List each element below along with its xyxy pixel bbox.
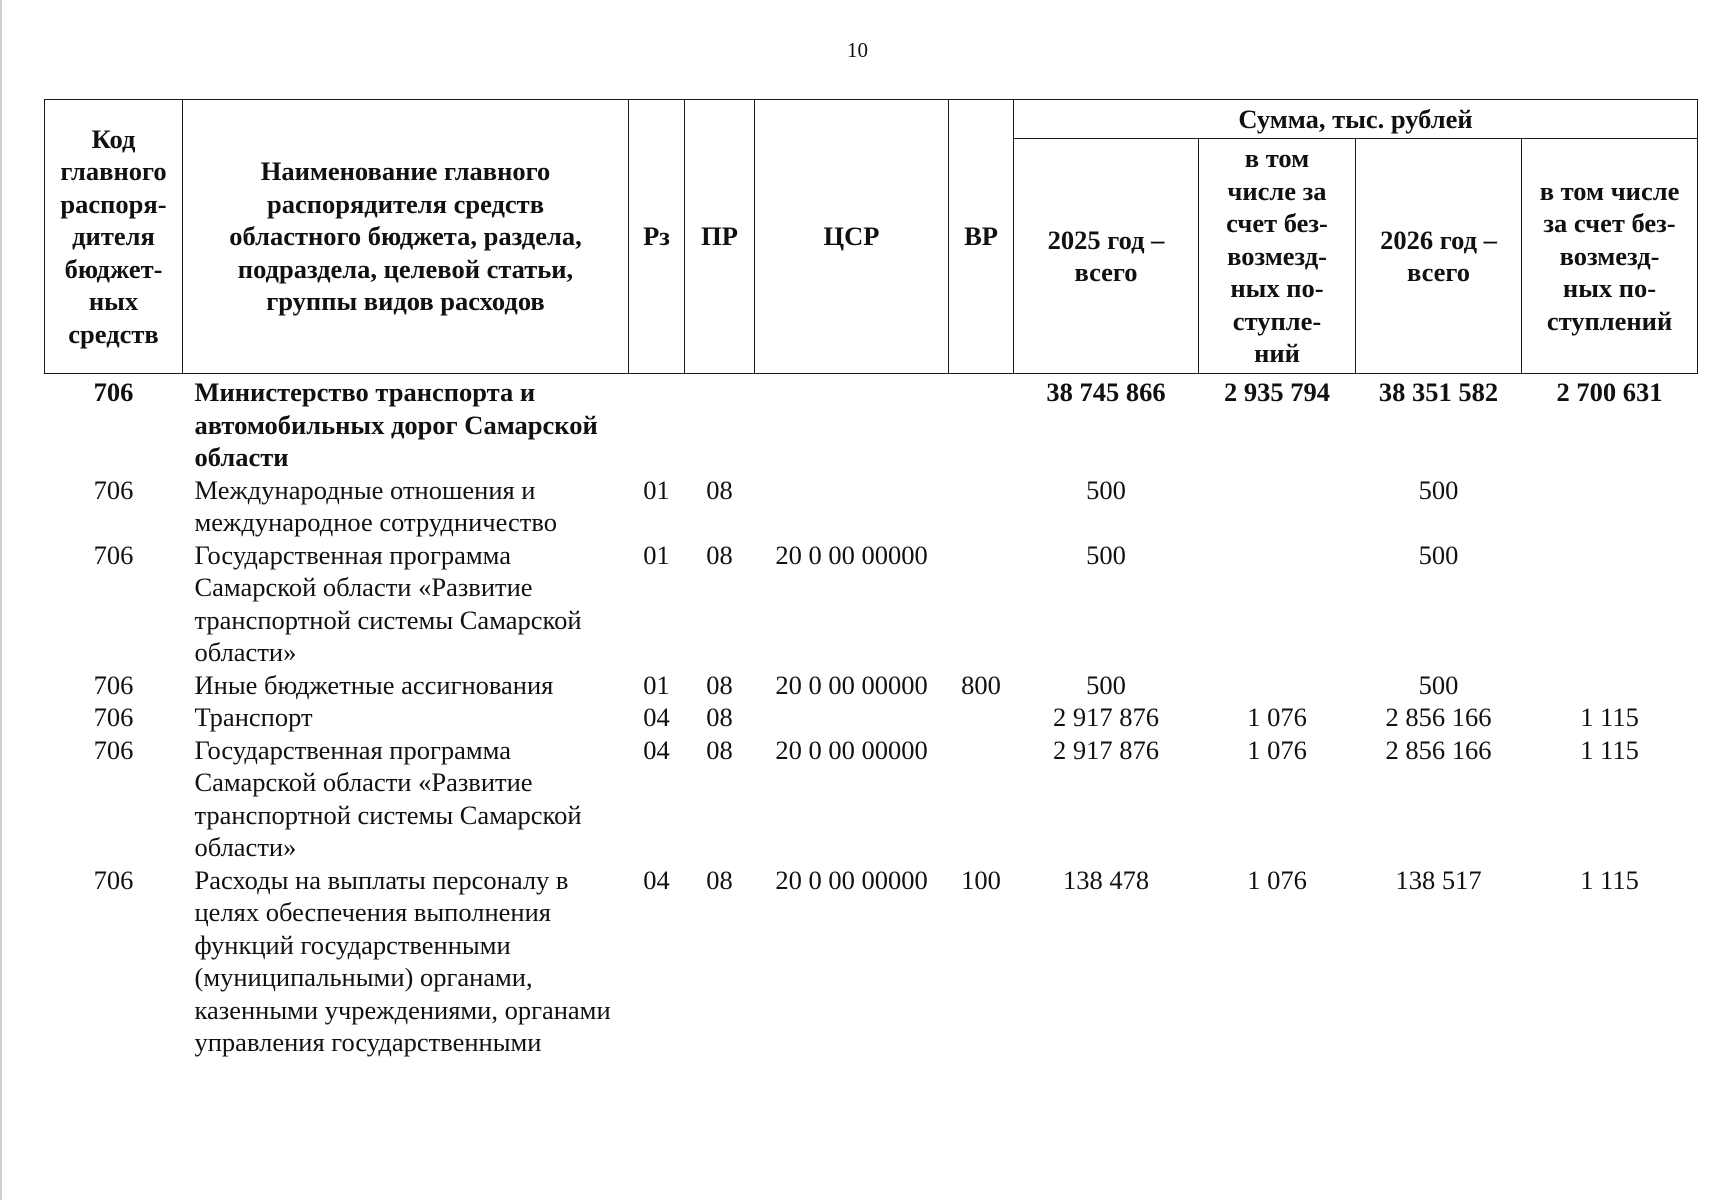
cell-2026-total: 2 856 166 (1385, 734, 1492, 765)
cell-code: 706 (93, 474, 134, 505)
table-row (45, 374, 1698, 474)
cell-code: 706 (93, 734, 134, 765)
cell-rz: 01 (643, 539, 670, 570)
cell-rz: 04 (643, 864, 670, 895)
cell-code: 706 (93, 864, 134, 895)
cell-2026-free: 1 115 (1580, 734, 1639, 765)
cell-2025-free (1199, 539, 1356, 669)
cell-csr (755, 474, 949, 539)
cell-2025-free: 2 935 794 (1224, 377, 1330, 407)
cell-2026-free (1522, 539, 1698, 669)
cell-2025-free (1199, 474, 1356, 539)
cell-2025-free: 1 076 (1247, 864, 1307, 895)
cell-code: 706 (93, 539, 134, 570)
cell-pr: 08 (706, 669, 733, 700)
cell-2025-total: 500 (1086, 474, 1126, 505)
cell-csr (755, 374, 949, 474)
cell-vr (949, 734, 1014, 864)
header-2025-free: в том числе за счет без-возмезд-ных по-ступле-ний (1199, 139, 1356, 374)
cell-2026-total: 500 (1418, 474, 1459, 505)
cell-2025-total: 138 478 (1062, 864, 1150, 895)
header-csr: ЦСР (755, 100, 949, 374)
cell-2025-free: 1 076 (1247, 734, 1307, 765)
cell-2025-total: 2 917 876 (1053, 734, 1159, 765)
header-pr: ПР (685, 100, 755, 374)
cell-code: 706 (93, 669, 134, 700)
cell-vr: 100 (961, 864, 1001, 895)
cell-pr: 08 (706, 539, 733, 570)
budget-table (44, 99, 1698, 1059)
cell-rz: 04 (643, 702, 670, 732)
cell-rz: 04 (643, 734, 670, 765)
cell-2025-total: 500 (1086, 539, 1126, 570)
cell-pr (685, 374, 755, 474)
table-row (45, 669, 1698, 702)
header-2026-total: 2026 год – всего (1356, 139, 1522, 374)
cell-2026-free: 1 115 (1580, 702, 1639, 732)
cell-2025-total: 2 917 876 (1053, 702, 1159, 732)
cell-name: Транспорт (194, 702, 313, 732)
cell-2026-total: 500 (1418, 669, 1459, 700)
cell-pr: 08 (706, 702, 733, 732)
cell-name: Международные отношения и международное сотрудничество (194, 474, 557, 537)
cell-vr (949, 374, 1014, 474)
header-2026-free: в том числе за счет без-возмезд-ных по-ступлений (1522, 139, 1698, 374)
header-code: Код главного распоря-дителя бюджет-ных средств (45, 100, 183, 374)
cell-2026-total: 500 (1418, 539, 1459, 570)
table-row (45, 539, 1698, 669)
header-sum: Сумма, тыс. рублей (1014, 100, 1698, 139)
header-rz: Рз (629, 100, 685, 374)
table-body (45, 374, 1698, 1059)
cell-name: Государственная программа Самарской области «Развитие транспортной системы Самарской области» (194, 734, 582, 862)
cell-name: Государственная программа Самарской области «Развитие транспортной системы Самарской области» (194, 539, 582, 667)
cell-2026-free: 1 115 (1580, 864, 1639, 895)
table-row (45, 474, 1698, 539)
cell-csr: 20 0 00 00000 (775, 864, 928, 895)
cell-csr: 20 0 00 00000 (775, 669, 928, 700)
cell-2026-free (1522, 474, 1698, 539)
cell-rz: 01 (643, 474, 670, 505)
cell-pr: 08 (706, 474, 733, 505)
page-number: 10 (847, 38, 868, 62)
cell-rz (629, 374, 685, 474)
cell-pr: 08 (706, 734, 733, 765)
cell-vr: 800 (961, 669, 1001, 700)
header-2025-total: 2025 год – всего (1014, 139, 1199, 374)
cell-2026-total: 38 351 582 (1378, 377, 1499, 407)
header-vr: ВР (949, 100, 1014, 374)
cell-rz: 01 (643, 669, 670, 700)
header-name: Наименование главного распорядителя средств областного бюджета, раздела, подраздела, целевой статьи, группы видов расходов (183, 100, 629, 374)
cell-2025-total: 38 745 866 (1046, 377, 1166, 407)
cell-name: Расходы на выплаты персоналу в целях обеспечения выполнения функций государственными (муниципальными) органами, казенными учреждениями, органами управления государственными (194, 864, 611, 1057)
table-header (45, 100, 1698, 374)
table-row (45, 701, 1698, 734)
cell-csr (755, 701, 949, 734)
cell-pr: 08 (706, 864, 733, 895)
scan-edge (0, 0, 2, 1200)
cell-2025-free: 1 076 (1247, 702, 1307, 732)
cell-code: 706 (93, 702, 134, 732)
cell-csr: 20 0 00 00000 (775, 734, 928, 765)
table-row (45, 734, 1698, 864)
cell-vr (949, 474, 1014, 539)
cell-name: Министерство транспорта и автомобильных дорог Самарской области (194, 377, 598, 472)
cell-2026-free: 2 700 631 (1556, 377, 1663, 407)
cell-2026-total: 138 517 (1395, 864, 1482, 895)
cell-csr: 20 0 00 00000 (775, 539, 928, 570)
cell-2025-free (1199, 669, 1356, 702)
cell-vr (949, 701, 1014, 734)
cell-2026-total: 2 856 166 (1385, 702, 1492, 732)
cell-code: 706 (93, 377, 134, 407)
cell-name: Иные бюджетные ассигнования (194, 669, 554, 700)
cell-vr (949, 539, 1014, 669)
cell-2026-free (1522, 669, 1698, 702)
cell-2025-total: 500 (1086, 669, 1126, 700)
table-row (45, 864, 1698, 1059)
